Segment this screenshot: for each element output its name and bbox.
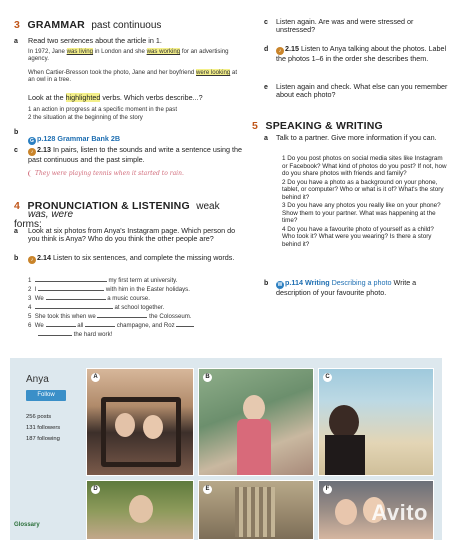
photo-a[interactable] — [86, 368, 194, 476]
answer-blank[interactable] — [85, 321, 115, 327]
following-count: 187 following — [26, 436, 60, 442]
pronunciation-heading: 4 PRONUNCIATION & LISTENING weak forms: — [14, 200, 220, 230]
gap-line: 4 at school together. — [28, 304, 165, 311]
item-letter: d — [264, 46, 269, 53]
item-letter: e — [264, 84, 268, 91]
photo-label: A — [91, 373, 100, 382]
answer-blank[interactable] — [46, 321, 76, 327]
answer-blank[interactable] — [38, 330, 72, 336]
instruction: ♪ 2.13 In pairs, listen to the sounds and write a sentence using the past continuous and the past simple. — [28, 145, 242, 164]
highlighted-verb: was living — [66, 48, 94, 55]
question: 4 Do you have a favourite photo of yourself as a child? Who took it? What were you wearing? Is there a story behind it? — [282, 225, 434, 248]
section-number: 3 — [14, 19, 21, 31]
instruction: Look at six photos from Anya's Instagram page. Which person do you think is Anya? Who do you think the other people are? — [28, 226, 236, 244]
answer-blank[interactable] — [46, 294, 106, 300]
audio-icon[interactable]: ♪ — [28, 256, 36, 264]
audio-icon[interactable]: ♪ — [276, 47, 284, 55]
answer-blank[interactable] — [176, 321, 194, 327]
face — [335, 499, 357, 525]
glossary-label: Glossary — [14, 522, 40, 528]
section-title: GRAMMAR — [27, 19, 85, 31]
answer-blank[interactable] — [35, 303, 113, 309]
section-subtitle-2: was, were — [28, 209, 74, 220]
item-letter: a — [14, 228, 18, 235]
instruction: Listen again. Are was and were stressed or unstressed? — [276, 17, 414, 35]
answer-blank[interactable] — [35, 276, 107, 282]
example-sentence-1: In 1972, Jane was living in London and she was working for an advertising agency. — [28, 48, 229, 63]
follow-button[interactable]: Follow — [26, 390, 66, 401]
instagram-profile — [10, 358, 442, 540]
follower-count: 131 followers — [26, 425, 61, 431]
writing-icon: W — [277, 282, 283, 288]
gap-line: 6 We all champagne, and Roz — [28, 321, 248, 330]
photo-e[interactable] — [198, 480, 314, 540]
gap-line: 5 She took this when we the Colosseum. — [28, 313, 192, 320]
gap-line: 1 my first term at university. — [28, 277, 178, 284]
question: 2 Do you have a photo as a background on your phone, tablet, or computer? Who or what is it of? What's the story behind it? — [282, 178, 444, 201]
post-count: 256 posts — [26, 414, 52, 420]
section-subtitle: past continuous — [91, 20, 162, 31]
audio-icon[interactable]: ♪ — [28, 148, 36, 156]
answer-blank[interactable] — [97, 312, 147, 318]
question: 3 Do you have any photos you really like on your phone? Show them to your partner. What was happening at the time? — [282, 202, 441, 224]
item-letter: b — [264, 280, 269, 287]
body — [237, 419, 271, 476]
picture-frame — [101, 397, 181, 467]
body — [325, 435, 365, 476]
option-2: 2 the situation at the beginning of the story — [28, 114, 143, 121]
profile-name: Anya — [26, 374, 49, 385]
watermark: Avito — [371, 500, 428, 525]
look-question: Look at the highlighted verbs. Which verbs describe...? — [28, 93, 203, 102]
item-letter: b — [14, 255, 19, 262]
building — [235, 487, 275, 537]
photo-label: C — [323, 373, 332, 382]
photo-b[interactable] — [198, 368, 314, 476]
photo-c[interactable] — [318, 368, 434, 476]
instruction: Talk to a partner. Give more information if you can. — [276, 133, 437, 142]
instruction: ♪ 2.15 Listen to Anya talking about the photos. Label the photos 1–6 in the order she describes them. — [276, 44, 447, 63]
book-icon: G — [28, 137, 36, 145]
item-letter: b — [14, 129, 19, 136]
writing-link[interactable]: p.114 Writing — [285, 278, 330, 287]
item-letter: c — [264, 19, 268, 26]
highlighted-verb: was working — [146, 48, 181, 55]
photo-label: F — [323, 485, 332, 494]
gap-fill-list — [28, 276, 248, 339]
face — [143, 415, 163, 439]
photo-label: D — [91, 485, 100, 494]
face — [129, 495, 153, 523]
option-1: 1 an action in progress at a specific moment in the past — [28, 106, 178, 113]
photo-label: E — [203, 485, 212, 494]
face — [115, 413, 135, 437]
question-list — [282, 155, 448, 248]
instruction: W p.114 Writing Describing a photo Write a description of your favourite photo. — [276, 278, 417, 297]
highlighted-verb: were looking — [196, 69, 231, 76]
instruction: Listen again and check. What else can you remember about each photo? — [276, 82, 448, 100]
example-sentence-2: When Cartier-Bresson took the photo, Jane and her boyfriend were looking at an owl in a tree. — [28, 69, 238, 84]
gap-line: 3 We a music course. — [28, 295, 150, 302]
instruction: ♪ 2.14 Listen to six sentences, and complete the missing words. — [28, 254, 243, 264]
question: 1 Do you post photos on social media sites like Instagram or Facebook? What kind of photos do you post? If not, how do you share photos with friends and family? — [282, 155, 447, 177]
item-letter: a — [14, 38, 18, 45]
grammar-bank-link[interactable]: G p.128 Grammar Bank 2B — [28, 128, 120, 146]
photo-d[interactable] — [86, 480, 194, 540]
photo-label: B — [203, 373, 212, 382]
gap-line: the hard work! — [28, 330, 248, 339]
gap-line: 2 I with him in the Easter holidays. — [28, 286, 190, 293]
item-letter: c — [14, 147, 18, 154]
face — [243, 395, 265, 421]
speaking-heading: 5 SPEAKING & WRITING — [252, 120, 383, 132]
grammar-heading — [14, 15, 244, 33]
answer-blank[interactable] — [38, 285, 104, 291]
face — [329, 405, 359, 439]
example-answer: They were playing tennis when it started to rain. — [28, 170, 238, 182]
instruction: Read two sentences about the article in 1. — [28, 36, 162, 45]
item-letter: a — [264, 135, 268, 142]
